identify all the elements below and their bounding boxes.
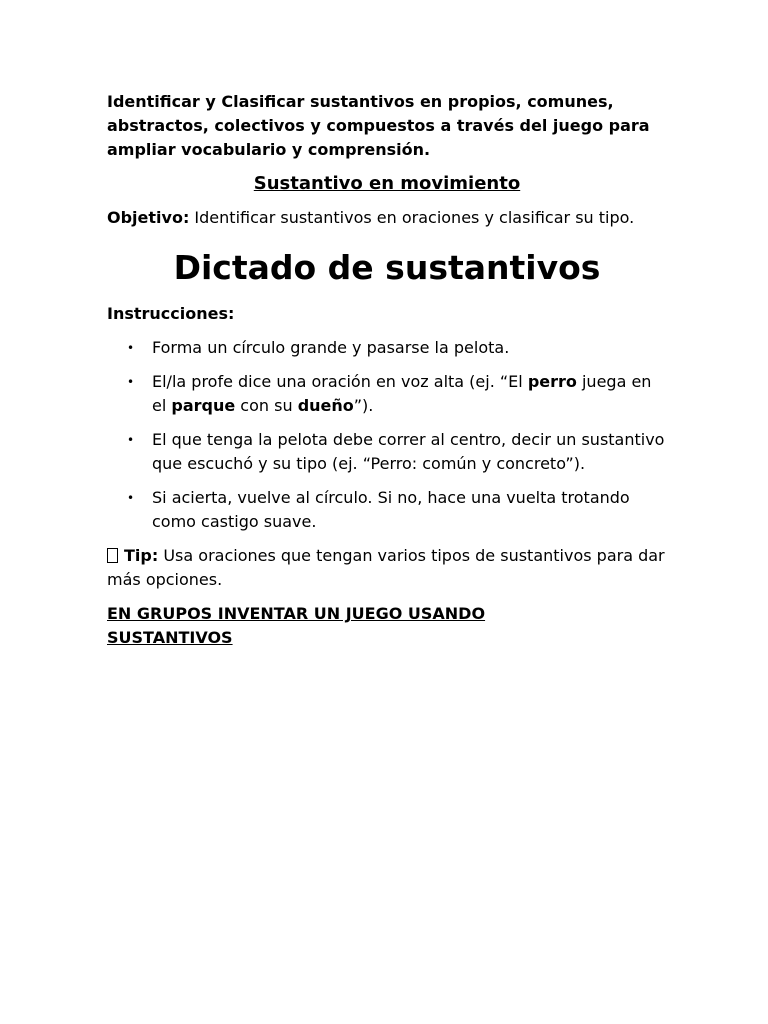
document-page xyxy=(107,90,667,650)
instruction-text: juega en el xyxy=(152,372,652,415)
tip-text: Usa oraciones que tengan varios tipos de sustantivos para dar más opciones. xyxy=(107,546,665,589)
instruction-bold-word: perro xyxy=(527,372,577,391)
group-activity-heading: EN GRUPOS INVENTAR UN JUEGO USANDO SUSTANTIVOS xyxy=(107,604,486,647)
instruction-bold-word: parque xyxy=(171,396,236,415)
instruction-text: El/la profe dice una oración en voz alta (ej. “El xyxy=(152,372,528,391)
missing-glyph-icon xyxy=(107,548,118,563)
instruction-text: Forma un círculo grande y pasarse la pelota. xyxy=(152,338,510,357)
objective-label: Objetivo: xyxy=(107,208,190,227)
objective-paragraph xyxy=(107,206,667,230)
objective-text: Identificar sustantivos en oraciones y clasificar su tipo. xyxy=(189,208,635,227)
instruction-text: con su xyxy=(235,396,298,415)
list-item xyxy=(107,486,667,534)
list-item xyxy=(107,370,667,418)
bullet-icon: • xyxy=(127,491,135,505)
bullet-icon: • xyxy=(127,375,135,389)
intro-paragraph: Identificar y Clasificar sustantivos en propios, comunes, abstractos, colectivos y compuestos a través del juego para ampliar vocabulario y comprensión. xyxy=(107,92,650,159)
page-title: Dictado de sustantivos xyxy=(173,248,601,287)
tip-label: Tip: xyxy=(124,546,159,565)
bullet-icon: • xyxy=(127,433,135,447)
list-item xyxy=(107,428,667,476)
instructions-heading: Instrucciones: xyxy=(107,304,235,323)
instruction-text: ”). xyxy=(353,396,374,415)
instructions-list xyxy=(107,336,667,534)
instruction-text: El que tenga la pelota debe correr al centro, decir un sustantivo que escuchó y su tipo (ej. “Perro: común y concreto”). xyxy=(152,430,665,473)
instruction-bold-word: dueño xyxy=(297,396,354,415)
instruction-text: Si acierta, vuelve al círculo. Si no, hace una vuelta trotando como castigo suave. xyxy=(152,488,630,531)
activity-subtitle: Sustantivo en movimiento xyxy=(253,173,521,194)
bullet-icon: • xyxy=(127,341,135,355)
list-item xyxy=(107,336,667,360)
tip-paragraph xyxy=(107,544,667,592)
